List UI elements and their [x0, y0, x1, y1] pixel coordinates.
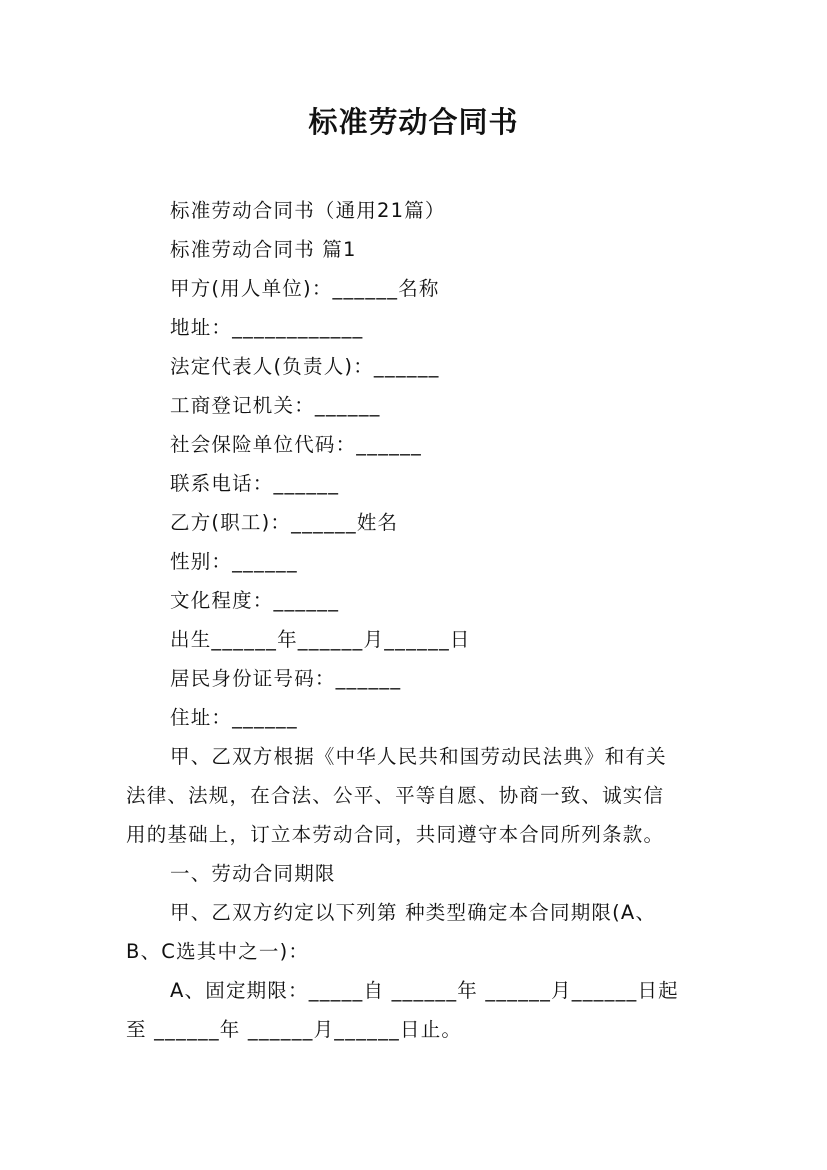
residence-line: 住址：______ — [170, 706, 298, 729]
clause-heading: 一、劳动合同期限 — [170, 862, 336, 885]
legal-rep-line: 法定代表人(负责人)：______ — [170, 355, 440, 378]
phone-line: 联系电话：______ — [170, 472, 340, 495]
education-line: 文化程度：______ — [170, 589, 340, 612]
paragraph-line: 用的基础上，订立本劳动合同，共同遵守本合同所列条款。 — [126, 823, 665, 846]
registration-authority-line: 工商登记机关：______ — [170, 394, 381, 417]
fixed-term-line: A、固定期限：_____自 ______年 ______月______日起 — [170, 979, 679, 1002]
birth-date-line: 出生______年______月______日 — [170, 628, 471, 651]
section-heading: 标准劳动合同书 篇1 — [170, 238, 357, 261]
social-insurance-code-line: 社会保险单位代码：______ — [170, 433, 423, 456]
paragraph-line: 法律、法规，在合法、公平、平等自愿、协商一致、诚实信 — [126, 784, 665, 807]
paragraph-line: 甲、乙双方约定以下列第 种类型确定本合同期限(A、 — [170, 901, 657, 924]
fixed-term-end-line: 至 ______年 ______月______日止。 — [126, 1018, 463, 1041]
paragraph-line: 甲、乙双方根据《中华人民共和国劳动民法典》和有关 — [170, 745, 667, 768]
gender-line: 性别：______ — [170, 550, 298, 573]
address-line: 地址：____________ — [170, 316, 364, 339]
party-a-name-line: 甲方(用人单位)：______名称 — [170, 277, 440, 300]
document-title: 标准劳动合同书 — [308, 105, 519, 139]
party-b-name-line: 乙方(职工)：______姓名 — [170, 511, 399, 534]
id-number-line: 居民身份证号码：______ — [170, 667, 402, 690]
doc-subtitle: 标准劳动合同书（通用21篇） — [170, 199, 446, 222]
paragraph-line: B、C选其中之一)： — [126, 940, 310, 963]
